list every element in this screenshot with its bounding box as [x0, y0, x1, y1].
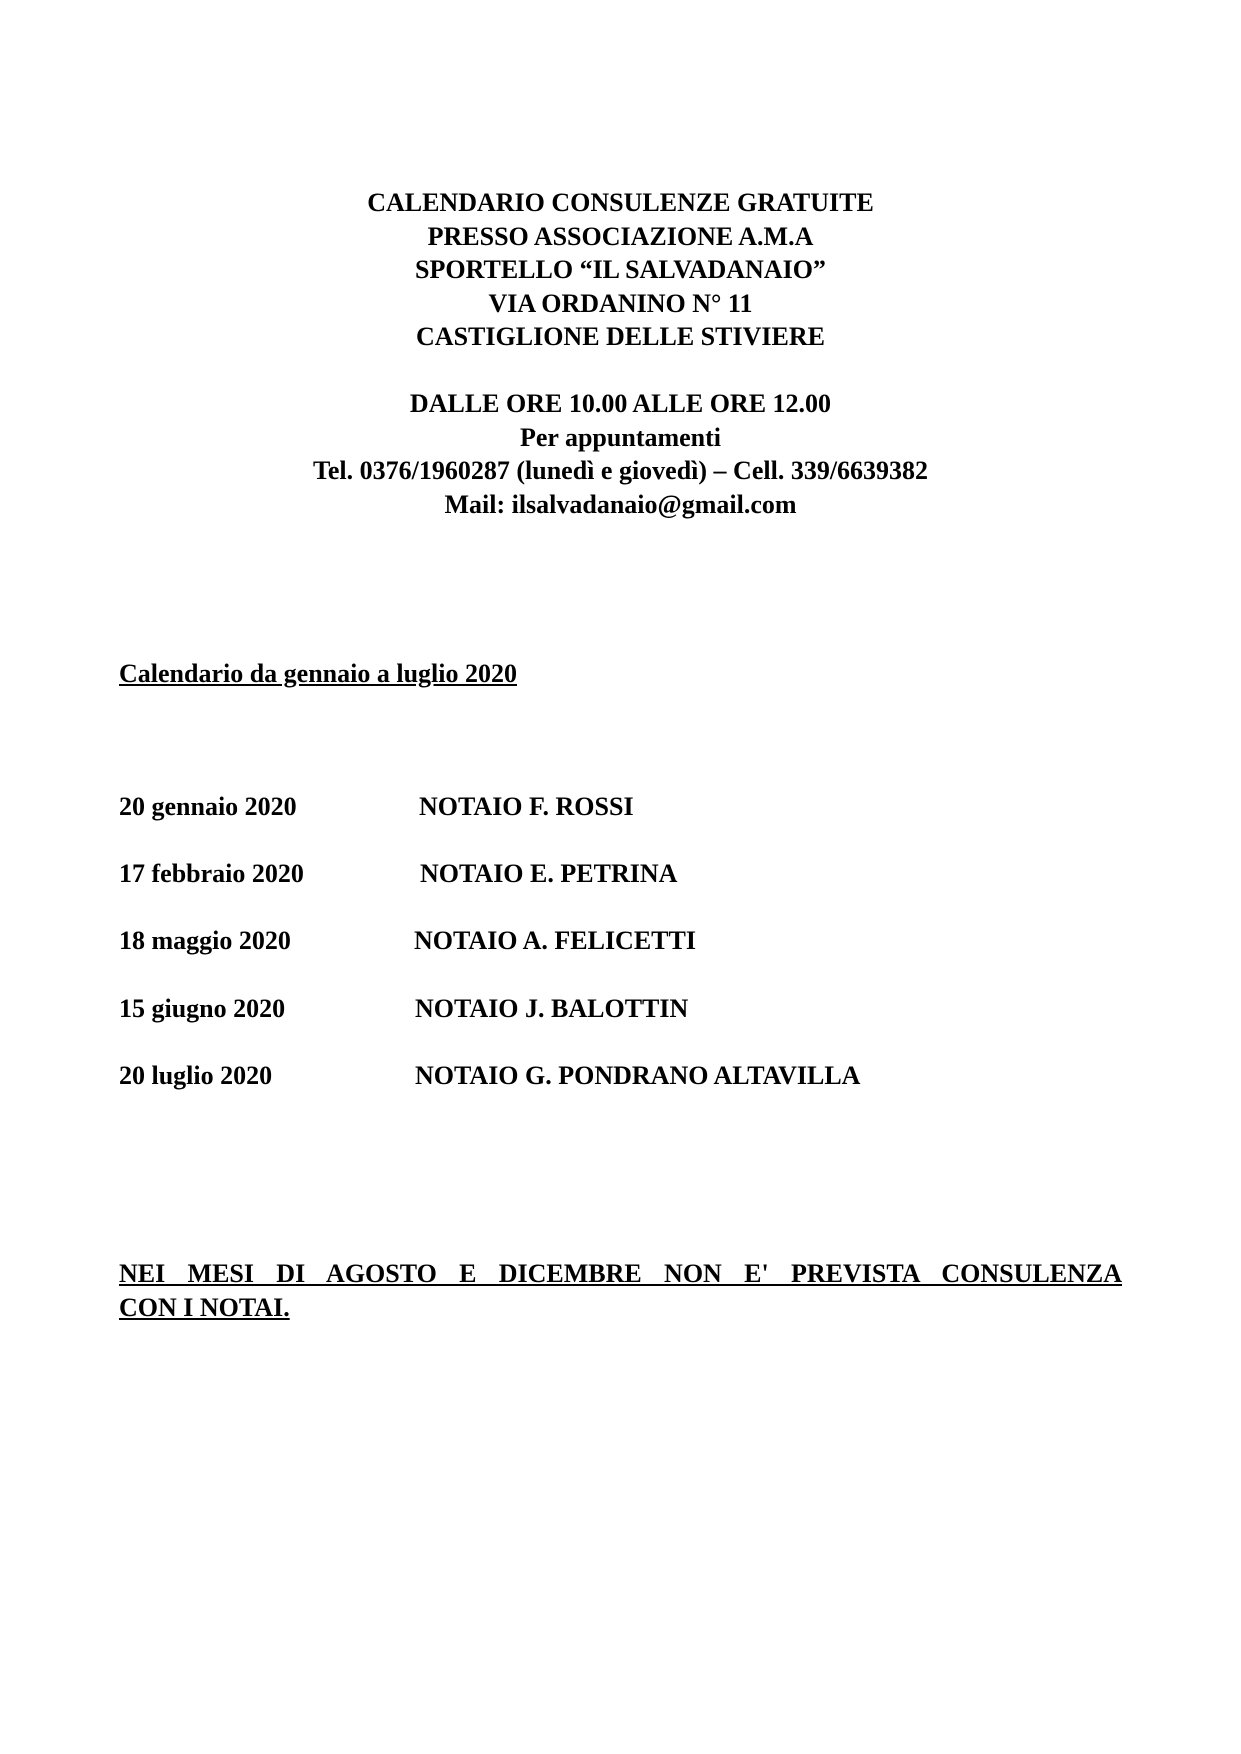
schedule-date: 18 maggio 2020 — [119, 926, 291, 955]
city-line: CASTIGLIONE DELLE STIVIERE — [416, 322, 825, 351]
notice-line: NEI MESI DI AGOSTO E DICEMBRE NON E' PREVISTA CONSULENZA — [119, 1259, 1122, 1288]
schedule-row — [119, 857, 1119, 891]
schedule-notary: NOTAIO G. PONDRANO ALTAVILLA — [415, 1061, 861, 1090]
notice-line: CON I NOTAI. — [119, 1293, 290, 1322]
schedule-notary: NOTAIO E. PETRINA — [420, 859, 678, 888]
schedule-date: 17 febbraio 2020 — [119, 859, 304, 888]
schedule-date: 15 giugno 2020 — [119, 994, 286, 1023]
schedule-notary: NOTAIO A. FELICETTI — [414, 926, 696, 955]
schedule-date: 20 gennaio 2020 — [119, 792, 297, 821]
email-line: Mail: ilsalvadanaio@gmail.com — [444, 489, 797, 519]
schedule-row — [119, 790, 1119, 824]
appointments-line: Per appuntamenti — [519, 422, 722, 452]
schedule-row — [119, 924, 1119, 958]
hours-line: DALLE ORE 10.00 ALLE ORE 12.00 — [409, 389, 832, 418]
notice-text — [119, 1257, 1122, 1325]
calendar-heading: Calendario da gennaio a luglio 2020 — [119, 659, 517, 688]
schedule-notary: NOTAIO F. ROSSI — [419, 792, 634, 821]
schedule-date: 20 luglio 2020 — [119, 1061, 273, 1090]
schedule-row — [119, 992, 1119, 1026]
phone-line: Tel. 0376/1960287 (lunedì e giovedì) – Cell. 339/6639382 — [312, 456, 929, 485]
contact-block — [0, 387, 1241, 521]
title-block — [0, 186, 1241, 354]
office-line: SPORTELLO “IL SALVADANAIO” — [415, 255, 826, 284]
schedule-row — [119, 1059, 1119, 1093]
address-line: VIA ORDANINO N° 11 — [488, 288, 753, 318]
association-line: PRESSO ASSOCIAZIONE A.M.A — [427, 221, 814, 251]
title-line: CALENDARIO CONSULENZE GRATUITE — [367, 188, 874, 217]
schedule-notary: NOTAIO J. BALOTTIN — [415, 994, 689, 1023]
